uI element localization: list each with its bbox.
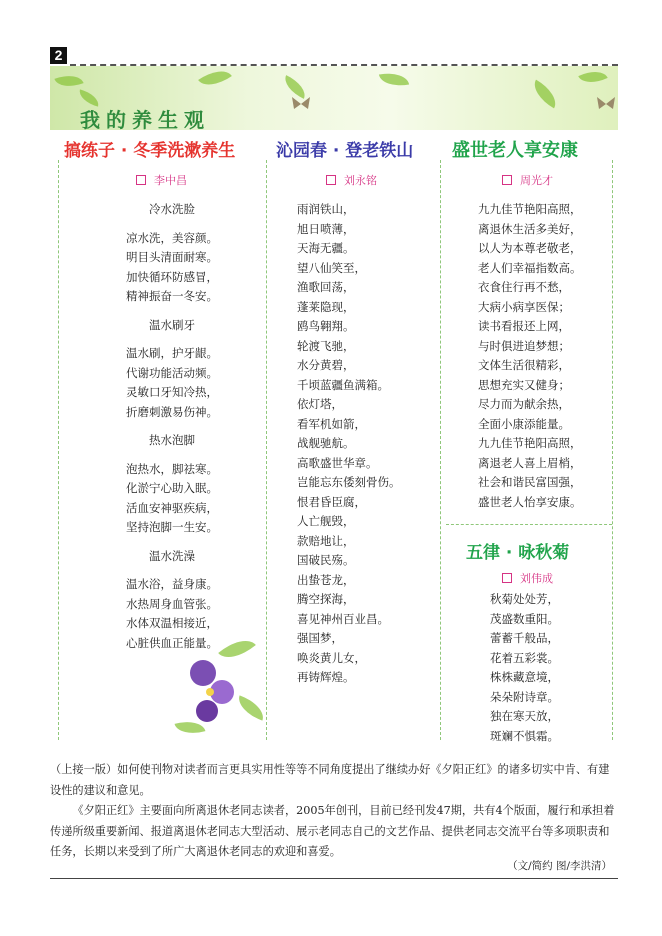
poem-line: 思想充实又健身； bbox=[478, 377, 570, 392]
poem-line: 千顷蓝疆鱼满箱。 bbox=[297, 377, 389, 392]
subsection-divider bbox=[446, 524, 612, 525]
poem-line: 强国梦， bbox=[297, 631, 343, 645]
poem-line: 出蛰苍龙， bbox=[297, 572, 355, 587]
leaf-decoration bbox=[528, 80, 562, 109]
poem-4 bbox=[490, 590, 559, 746]
poem-line: 水分黄碧， bbox=[297, 358, 355, 372]
poem-line: 坚持泡脚一生安。 bbox=[126, 520, 218, 534]
stanza-subtitle: 热水泡脚 bbox=[149, 433, 195, 447]
stanza-subtitle: 冷水洗脸 bbox=[149, 202, 195, 216]
poem-line: 朵朵附诗章。 bbox=[490, 689, 559, 704]
article-paragraph: 《夕阳正红》主要面向所离退休老同志读者，2005年创刊，目前已经刊发47期，共有4个版面，履行和承担着传递所级重要新闻、报道离退休老同志大型活动、展示老同志自己的文艺作品、提供老同志交流平台等多项职责和任务，长期以来受到了所广大离退休老同志的欢迎和喜爱。 bbox=[50, 804, 615, 858]
poem-1 bbox=[80, 200, 264, 653]
article-body bbox=[50, 760, 618, 863]
column-title-2: 沁园春 · 登老铁山 bbox=[276, 141, 414, 161]
poem-line: 旭日喷薄， bbox=[297, 221, 355, 236]
poem-2 bbox=[297, 200, 401, 688]
poem-line: 读书看报还上网， bbox=[478, 319, 570, 333]
poem-line: 水体双温相接近， bbox=[126, 616, 218, 630]
square-icon bbox=[326, 175, 336, 185]
leaf-decoration bbox=[379, 70, 409, 90]
stanza-subtitle: 温水洗澡 bbox=[149, 548, 195, 563]
poem-line: 款赔地让， bbox=[297, 533, 355, 548]
poem-line: 再铸辉煌。 bbox=[297, 670, 355, 684]
poem-line: 化淤宁心助入眠。 bbox=[126, 481, 218, 495]
author-byline-2: 刘永铭 bbox=[326, 172, 377, 188]
poem-line: 与时俱进追梦想； bbox=[478, 338, 570, 353]
poem-line: 高歌盛世华章。 bbox=[297, 455, 378, 470]
leaf-decoration bbox=[198, 63, 232, 93]
poem-line: 活血安神驱疾病， bbox=[126, 500, 218, 515]
poem-line: 精神振奋一冬安。 bbox=[126, 289, 218, 303]
poem-line: 天海无疆。 bbox=[297, 241, 355, 255]
poem-line: 望八仙笑至， bbox=[297, 260, 366, 275]
column-divider bbox=[612, 160, 613, 740]
poem-line: 依灯塔， bbox=[297, 397, 343, 411]
column-title-1: 搞练子 · 冬季洗漱养生 bbox=[64, 141, 236, 161]
article-credit: （文/简约 图/李洪清） bbox=[507, 860, 612, 872]
square-icon bbox=[136, 175, 146, 185]
page-number: 2 bbox=[50, 47, 67, 64]
butterfly-icon bbox=[290, 96, 312, 112]
poem-line: 花着五彩裳。 bbox=[490, 650, 559, 665]
column-divider bbox=[440, 160, 441, 740]
poem-line: 加快循环防感冒， bbox=[126, 269, 218, 284]
poem-line: 人亡舰毁， bbox=[297, 514, 355, 528]
poem-line: 独在寒天放， bbox=[490, 709, 559, 723]
poem-line: 水热周身血管张。 bbox=[126, 596, 218, 611]
poem-line: 离退休生活多美好， bbox=[478, 221, 582, 236]
column-divider bbox=[58, 160, 59, 740]
butterfly-icon bbox=[595, 96, 617, 112]
poem-line: 雨润铁山， bbox=[297, 202, 355, 216]
poem-line: 国破民殇。 bbox=[297, 553, 355, 567]
poem-line: 心脏供血正能量。 bbox=[126, 635, 218, 650]
poem-line: 岂能忘东倭刻骨伤。 bbox=[297, 475, 401, 489]
poem-line: 盛世老人怡享安康。 bbox=[478, 494, 582, 509]
poem-line: 秋菊处处芳， bbox=[490, 592, 559, 606]
poem-line: 渔歌回荡， bbox=[297, 280, 355, 294]
poem-line: 泡热水，脚祛寒。 bbox=[126, 461, 218, 476]
column-title-4: 五律 · 咏秋菊 bbox=[466, 543, 570, 563]
poem-line: 尽力而为献余热， bbox=[478, 397, 570, 411]
poem-line: 凉水洗，美容颜。 bbox=[126, 230, 218, 245]
poem-line: 蓬莱隐现， bbox=[297, 299, 355, 314]
poem-line: 折磨刺激易伤神。 bbox=[126, 404, 218, 419]
poem-line: 温水浴，益身康。 bbox=[126, 577, 218, 591]
poem-line: 腾空探海， bbox=[297, 592, 355, 606]
poem-line: 代谢功能活动频。 bbox=[126, 365, 218, 380]
poem-line: 温水刷，护牙龈。 bbox=[126, 346, 218, 360]
poem-line: 老人们幸福指数高。 bbox=[478, 260, 582, 275]
poem-line: 喜见神州百业昌。 bbox=[297, 611, 389, 626]
poem-line: 离退老人喜上眉梢， bbox=[478, 455, 582, 470]
poem-3 bbox=[478, 200, 582, 512]
poem-line: 明目头清面耐寒。 bbox=[126, 250, 218, 264]
poem-line: 斑斓不惧霜。 bbox=[490, 728, 559, 743]
author-byline-1: 李中昌 bbox=[136, 172, 187, 188]
poem-line: 鸥鸟翱翔。 bbox=[297, 319, 355, 333]
poem-line: 文体生活很精彩， bbox=[478, 358, 570, 372]
section-heading: 我的养生观 bbox=[80, 108, 210, 132]
author-byline-3: 周光才 bbox=[502, 172, 553, 188]
poem-line: 灵敏口牙知冷热， bbox=[126, 385, 218, 399]
poem-line: 大病小病享医保； bbox=[478, 299, 570, 314]
leaf-decoration bbox=[578, 65, 607, 89]
poem-line: 战舰驰航。 bbox=[297, 436, 355, 450]
poem-line: 恨君昏臣腐， bbox=[297, 494, 366, 509]
poem-line: 唤炎黄儿女， bbox=[297, 650, 366, 665]
poem-line: 看军机如箭， bbox=[297, 416, 366, 431]
poem-line: 轮渡飞驰， bbox=[297, 338, 355, 353]
stanza-subtitle: 温水刷牙 bbox=[149, 317, 195, 332]
square-icon bbox=[502, 573, 512, 583]
poem-line: 社会和谐民富国强， bbox=[478, 475, 582, 489]
poem-line: 衣食住行再不愁， bbox=[478, 280, 570, 294]
square-icon bbox=[502, 175, 512, 185]
author-byline-4: 刘伟成 bbox=[502, 570, 553, 586]
poem-line: 株株藏意境， bbox=[490, 670, 559, 684]
column-divider bbox=[266, 160, 267, 740]
poem-line: 九九佳节艳阳高照， bbox=[478, 436, 582, 450]
bottom-divider bbox=[50, 878, 618, 879]
poem-line: 蕾蓄千般品， bbox=[490, 631, 559, 645]
column-title-3: 盛世老人享安康 bbox=[452, 140, 578, 161]
poem-line: 茂盛数重阳。 bbox=[490, 611, 559, 626]
poem-line: 九九佳节艳阳高照， bbox=[478, 202, 582, 216]
poem-line: 以人为本尊老敬老， bbox=[478, 241, 582, 255]
poem-line: 全面小康添能量。 bbox=[478, 416, 570, 431]
article-paragraph: （上接一版）如何使刊物对读者而言更具实用性等等不同角度提出了继续办好《夕阳正红》的诸多切实中肯、有建设性的建议和意见。 bbox=[50, 763, 610, 797]
